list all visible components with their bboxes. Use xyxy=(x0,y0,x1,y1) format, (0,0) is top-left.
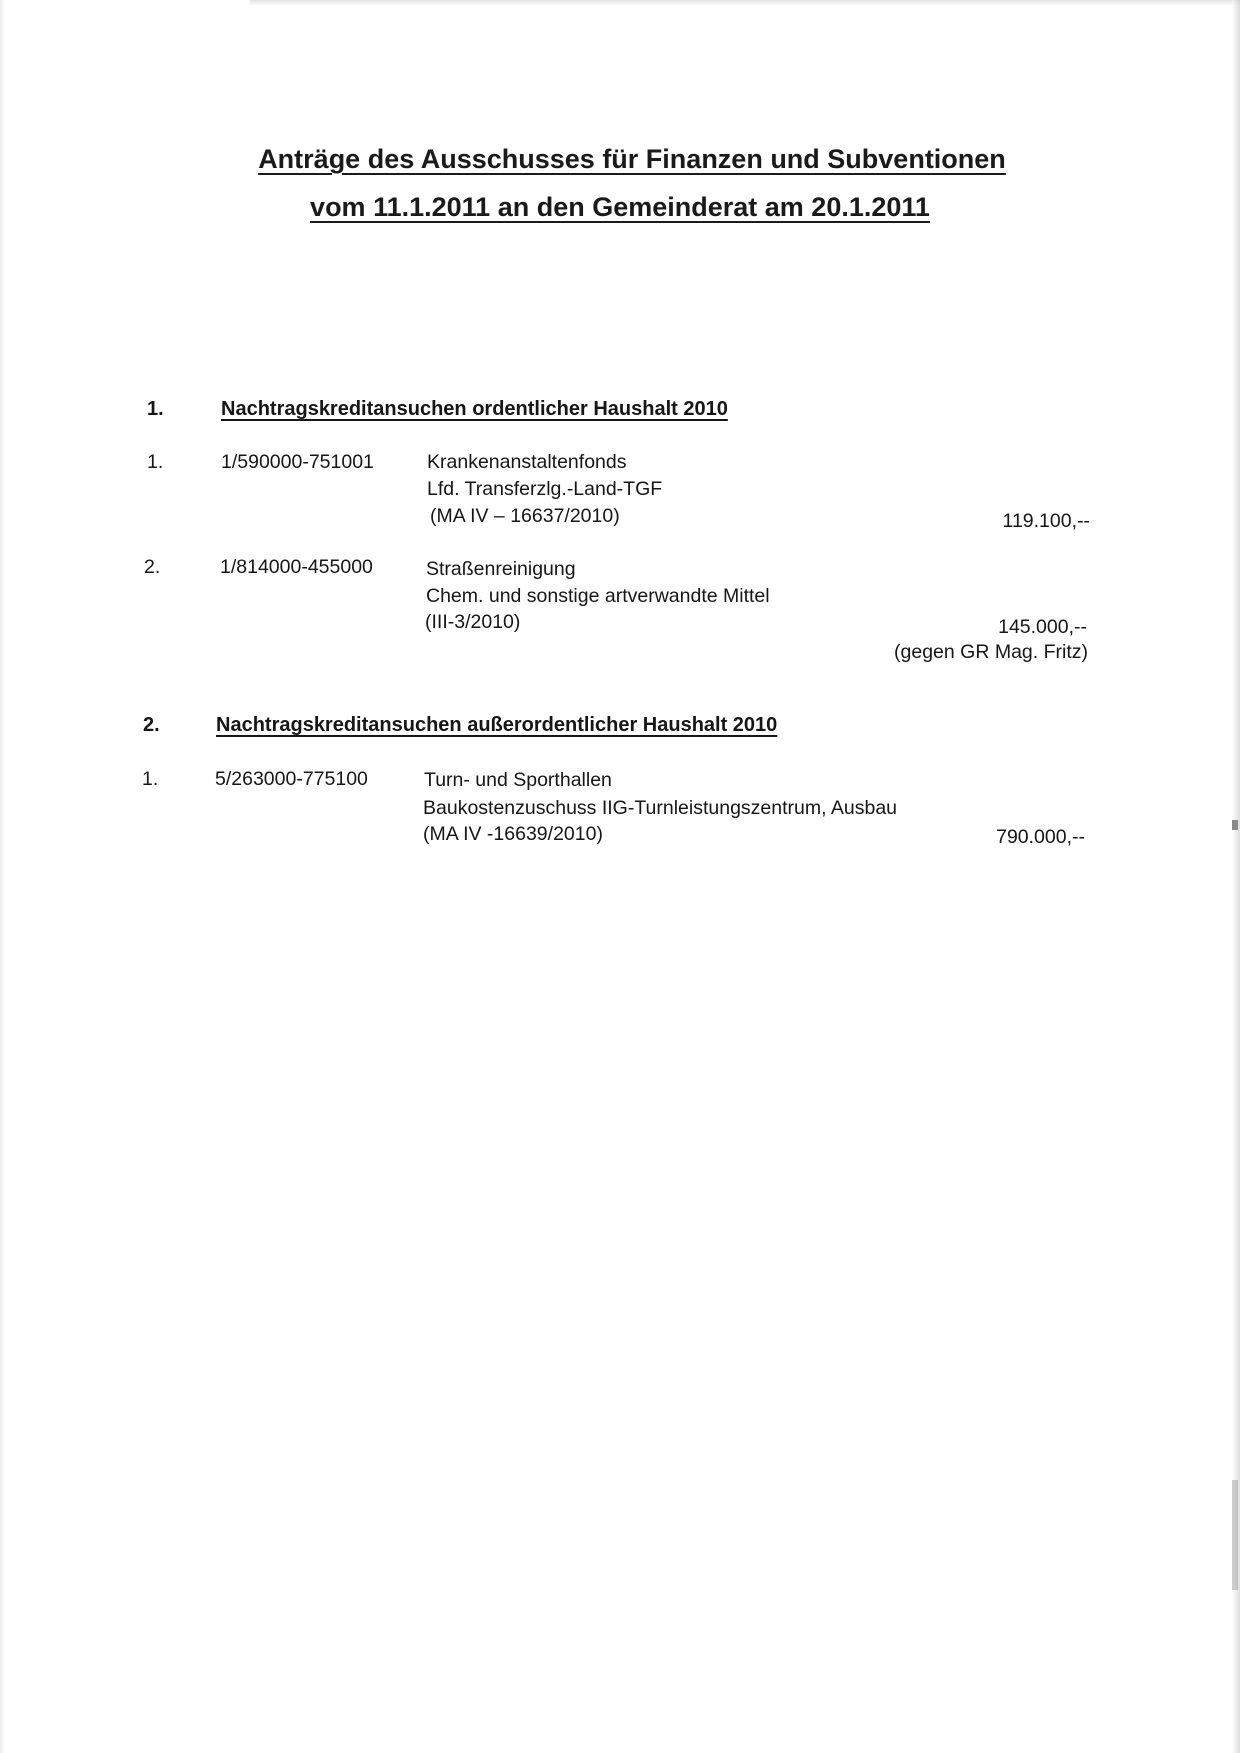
document-title-line-2: vom 11.1.2011 an den Gemeinderat am 20.1.2011 xyxy=(310,192,930,222)
item-description-line: Chem. und sonstige artverwandte Mittel xyxy=(426,585,770,607)
scan-edge-left xyxy=(0,0,5,1753)
item-description-line: Baukostenzuschuss IIG-Turnleistungszentrum, Ausbau xyxy=(423,797,898,819)
item-reference: (MA IV – 16637/2010) xyxy=(430,505,620,527)
item-account-code: 5/263000-775100 xyxy=(215,768,368,790)
item-vote-note: (gegen GR Mag. Fritz) xyxy=(894,641,1088,663)
section-heading: Nachtragskreditansuchen außerordentlicher Haushalt 2010 xyxy=(216,714,778,736)
item-amount: 145.000,-- xyxy=(998,616,1087,638)
item-reference: (MA IV -16639/2010) xyxy=(423,823,603,845)
item-description-line: Lfd. Transferzlg.-Land-TGF xyxy=(427,478,663,500)
scan-mark xyxy=(1232,1480,1238,1590)
section-number: 2. xyxy=(143,714,160,736)
section-heading: Nachtragskreditansuchen ordentlicher Haushalt 2010 xyxy=(221,398,728,420)
section-number: 1. xyxy=(147,398,164,420)
item-account-code: 1/590000-751001 xyxy=(221,451,374,473)
item-description-line: Krankenanstaltenfonds xyxy=(427,451,627,473)
item-account-code: 1/814000-455000 xyxy=(220,556,373,578)
item-description-line: Turn- und Sporthallen xyxy=(424,769,612,791)
item-number: 1. xyxy=(147,451,164,473)
item-number: 1. xyxy=(142,768,159,790)
item-amount: 119.100,-- xyxy=(1002,510,1090,532)
item-amount: 790.000,-- xyxy=(996,826,1085,848)
item-description-line: Straßenreinigung xyxy=(426,558,576,580)
scan-mark xyxy=(1232,820,1238,830)
document-title-line-1: Anträge des Ausschusses für Finanzen und Subventionen xyxy=(258,144,1006,174)
scan-edge-top xyxy=(250,0,1240,6)
item-reference: (III-3/2010) xyxy=(425,611,521,633)
item-number: 2. xyxy=(144,556,161,578)
